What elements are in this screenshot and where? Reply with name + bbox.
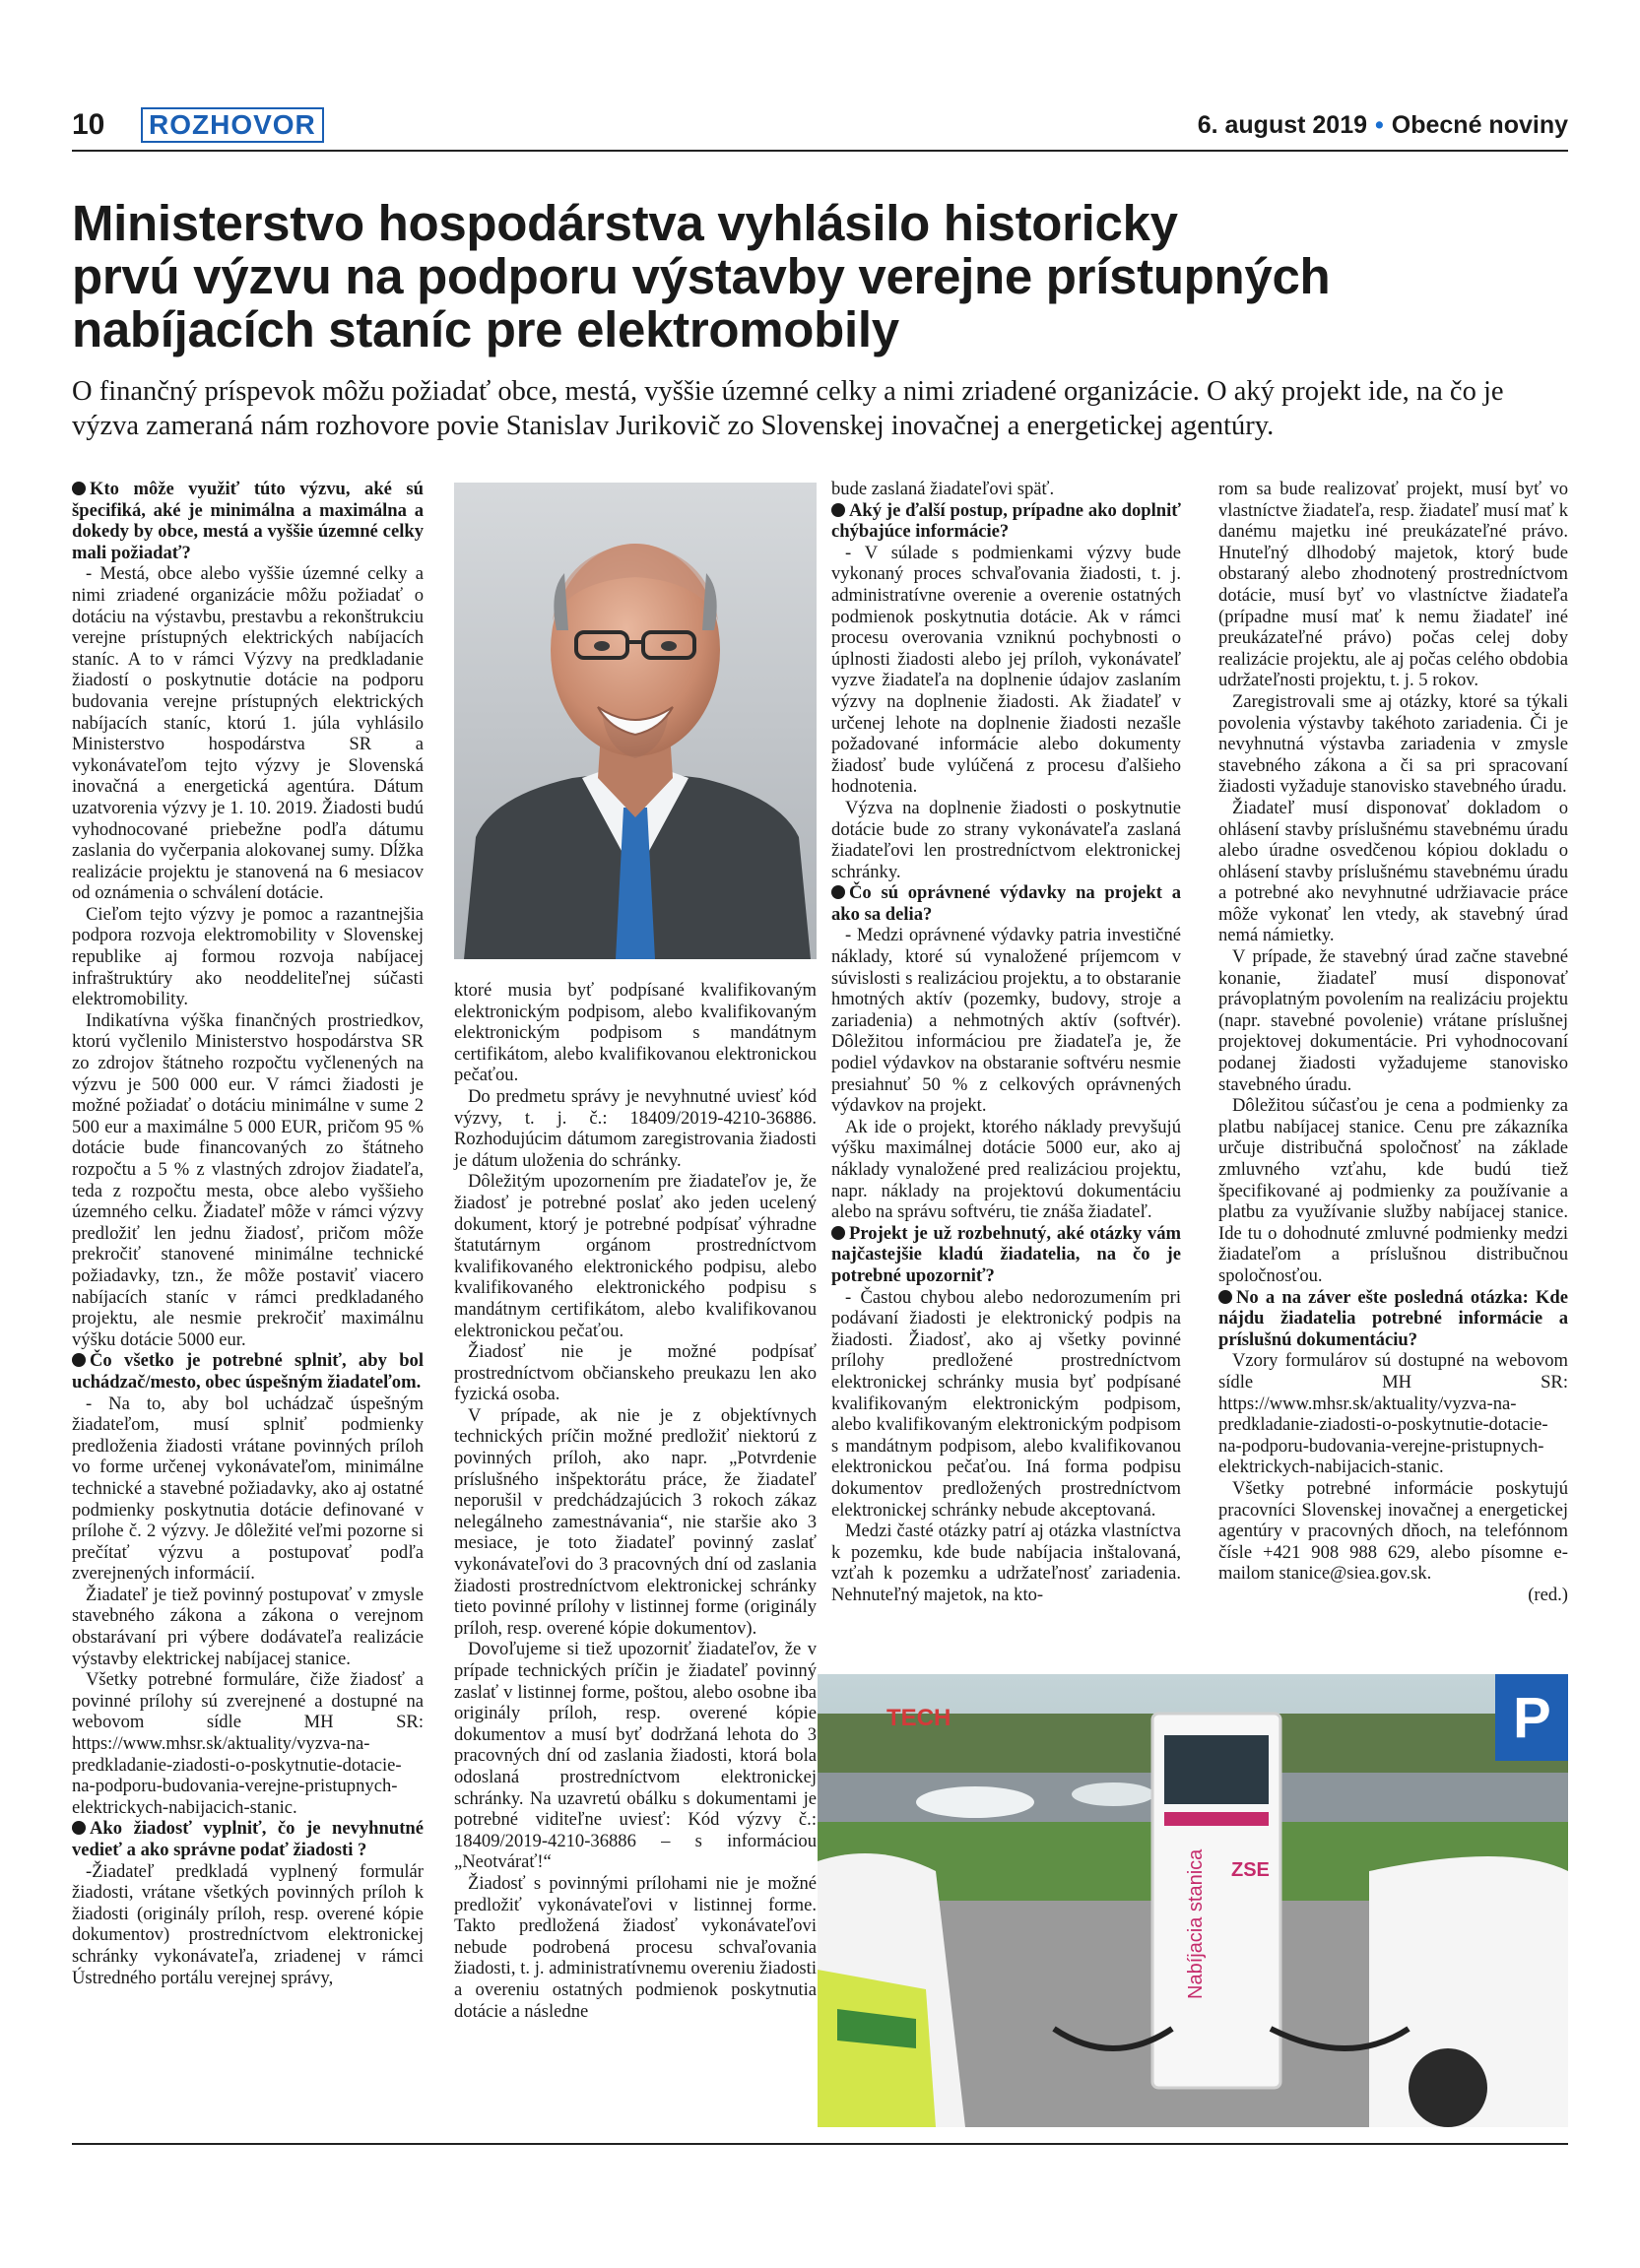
section-tag: ROZHOVOR <box>141 107 324 143</box>
article-paragraph: - V súlade s podmienkami výzvy bude vykonaný proces schvaľovania žiadosti, t. j. administratívne overenie a overenie ostatných podmienok poskytnutia dotácie. Ak v rámci procesu overovania vzniknú pochybnosti o úplnosti žiadosti alebo jej príloh, vykonávateľ vyzve žiadateľa na doplnenie údajov zaslaním výzvy na doplnenie žiadosti. Ak žiadateľ v určenej lehote na doplnenie žiadosti nezašle požadované informácie alebo dokumenty žiadosť bude vylúčená z procesu ďalšieho hodnotenia. <box>831 542 1181 798</box>
column-1 <box>72 479 424 1988</box>
header-meta <box>1198 102 1568 148</box>
charger-label: Nabíjacia stanica <box>1185 1848 1207 1999</box>
article-paragraph: Výzva na doplnenie žiadosti o poskytnutie dotácie bude zo strany vykonávateľa zaslaná žiadateľovi len prostredníctvom elektronickej schránky. <box>831 797 1181 882</box>
portrait-illustration <box>454 483 817 959</box>
article-lead: O finančný príspevok môžu požiadať obce, mestá, vyššie územné celky a nimi zriadené organizácie. O aký projekt ide, na čo je výzva zameraná nám rozhovore povie Stanislav Jurikovič zo Slovenskej inovačnej a energetickej agentúry. <box>72 376 1504 441</box>
article-paragraph: bude zaslaná žiadateľovi späť. <box>831 479 1055 499</box>
article-paragraph: Žiadateľ musí disponovať dokladom o ohlásení stavby príslušnému stavebnému úradu alebo úradne osvedčenou kópiou dokladu o ohlásení stavby príslušnému stavebnému úradu a potrebné ako nevyhnutné udržiavacie práce môže vykonať len vtedy, ak stavebný úrad nemá námietky. <box>1218 797 1568 946</box>
article-paragraph: Všetky potrebné informácie poskytujú pracovníci Slovenskej inovačnej a energetickej agentúry v pracovných dňoch, na telefónnom čísle +421 908 988 629, alebo písomne e-mailom stanice@siea.gov.sk. <box>1218 1477 1568 1585</box>
bullet-icon <box>831 1226 845 1240</box>
article-paragraph: Dôležitým upozornením pre žiadateľov je, že žiadosť je potrebné poslať ako jeden ucelený dokument, ktorý je potrebné podpísať výhradne štatutárnym orgánom prostredníctvom kvalifikovaného elektronického podpisu, alebo kvalifikovaného elektronického podpisu s mandátnym certifikátom, alebo kvalifikovanou elektronickou pečaťou. <box>454 1171 817 1341</box>
headline-line: nabíjacích staníc pre elektromobily <box>72 301 899 357</box>
bullet-icon <box>72 1353 86 1367</box>
column-2 <box>454 980 817 2022</box>
article-paragraph: Dôležitou súčasťou je cena a podmienky za platbu nabíjacej stanice. Cenu pre zákazníka určuje distribučná spoločnosť na základe zmluvného vzťahu, kde budú tiež špecifikované aj podmienky za používanie a platbu za využívanie služby nabíjacej stanice. Ide tu o dohodnuté zmluvné podmienky medzi žiadateľom a príslušnou distribučnou spoločnosťou. <box>1218 1095 1568 1286</box>
article-paragraph: V prípade, že stavebný úrad začne stavebné konanie, žiadateľ musí disponovať právoplatným povolením na realizáciu projektu (napr. stavebné povolenie) vrátane príslušnej projektovej dokumentácie. Pri vyhodnocovaní podanej žiadosti vyžadujeme stanovisko stavebného úradu. <box>1218 946 1568 1095</box>
issue-date: 6. august 2019 <box>1197 111 1368 139</box>
separator-dot: • <box>1375 111 1384 139</box>
article-paragraph: - Na to, aby bol uchádzač úspešným žiadateľom, musí splniť podmienky predloženia žiadosti vrátane povinných príloh vo forme určenej vykonávateľom, minimálne technické a stavebné požiadavky, ako aj ostatné podmienky poskytnutia dotácie definované v prílohe č. 2 výzvy. Je dôležité veľmi pozorne si prečítať výzvu a postupovať podľa zverejnených informácií. <box>72 1393 424 1585</box>
charging-station-illustration <box>818 1674 1568 2127</box>
bullet-icon <box>831 503 845 517</box>
article-paragraph: Indikatívna výška finančných prostriedkov, ktorú vyčlenilo Ministerstvo hospodárstva SR zo zdrojov štátneho rozpočtu vyčlenených na výzvu je 500 000 eur. V rámci žiadosti je možné požiadať o dotáciu minimálne v sume 2 500 eur a maximálne 5 000 EUR, pričom 95 % dotácie bude financovaných zo štátneho rozpočtu a 5 % z vlastných zdrojov žiadateľa, teda z rozpočtu mesta, obce alebo vyššieho územného celku. Žiadateľ môže v rámci výzvy predložiť len jednu žiadosť, pričom môže prekročiť stanovené minimálne technické požiadavky, tzn., že môže postaviť viacero nabíjacích staníc v rámci predkladaného projektu, ale nesmie prekročiť maximálnu výšku dotácie 5000 eur. <box>72 1009 424 1350</box>
bullet-icon <box>1218 1290 1232 1304</box>
interview-question <box>831 500 1181 543</box>
question-text: Čo sú oprávnené výdavky na projekt a ako sa delia? <box>831 882 1181 925</box>
footer-rule <box>72 2143 1568 2145</box>
interview-question <box>1218 1287 1568 1351</box>
question-text: Kto môže využiť túto výzvu, aké sú špecifiká, aké je minimálna a maximálna a dokedy by obce, mestá a vyššie územné celky mali požiadať? <box>72 479 424 563</box>
question-text: No a na záver ešte posledná otázka: Kde nájdu žiadatelia potrebné informácie a príslušnú dokumentáciu? <box>1218 1286 1568 1350</box>
tech-sign: TECH <box>886 1705 951 1731</box>
publication-name: Obecné noviny <box>1391 111 1568 139</box>
article-paragraph: Dovoľujeme si tiež upozorniť žiadateľov, že v prípade technických príčin je žiadateľ povinný zaslať v listinnej forme, poštou, alebo osobne iba originály príloh, resp. overené kópie dokumentov a musí byť dodržaná lehota do 3 pracovných dní od zaslania žiadosti, ktorá bola odoslaná prostredníctvom elektronickej schránky. Na uzavretú obálku s dokumentami je potrebné viditeľne uviesť: Kód výzvy č.: 18409/2019-4210-36886 – s informáciou „Neotvárať!“ <box>454 1639 817 1873</box>
article-paragraph: Cieľom tejto výzvy je pomoc a razantnejšia podpora rozvoja elektromobility v Slovenskej republike aj formou rozvoja nabíjacej infraštruktúry ako neoddeliteľnej súčasti elektromobility. <box>72 903 424 1010</box>
question-text: Ako žiadosť vyplniť, čo je nevyhnutné vedieť a ako správne podať žiadosti ? <box>72 1818 424 1860</box>
article-paragraph: Ak ide o projekt, ktorého náklady prevyšujú výšku maximálnej dotácie 5000 eur, ako aj náklady vynaložené pred realizáciou projektu, napr. náklady na projektovú dokumentáciu alebo na správu softvéru, tie znáša žiadateľ. <box>831 1116 1181 1223</box>
interview-question <box>831 882 1181 925</box>
article-paragraph: Žiadateľ je tiež povinný postupovať v zmysle stavebného zákona a zákona o verejnom obstarávaní pri výbere dodávateľa realizácie výstavby elektrickej nabíjacej stanice. <box>72 1584 424 1669</box>
article-paragraph: rom sa bude realizovať projekt, musí byť vo vlastníctve žiadateľa, resp. žiadateľ musí mať k danému majetku iné preukázateľné právo. Hnuteľný dlhodobý majetok, ktorý bude obstaraný alebo zhodnotený prostredníctvom dotácie, musí byť vo vlastníctve žiadateľa (prípadne musí mať k nemu žiadateľ iné preukázateľné právo) počas celej doby realizácie projektu, ale aj počas celého obdobia udržateľnosti projektu, t. j. 5 rokov. <box>1218 479 1568 691</box>
question-text: Čo všetko je potrebné splniť, aby bol uchádzač/mesto, obec úspešným žiadateľom. <box>72 1350 424 1393</box>
author-credit: (red.) <box>1528 1584 1568 1605</box>
article-paragraph: Vzory formulárov sú dostupné na webovom sídle MH SR: https://www.mhsr.sk/aktuality/vyzva-na-predkladanie-ziadosti-o-poskytnutie-dotacie-na-podporu-budovania-verejne-pristupnych-elektrickych-nabijacich-stanic. <box>1218 1350 1568 1478</box>
headline <box>72 197 1568 356</box>
header-rule <box>72 150 1568 152</box>
article-paragraph: Zaregistrovali sme aj otázky, ktoré sa týkali povolenia výstavby takéhoto zariadenia. Či je nevyhnutná výstavba zariadenia v zmysle stavebného zákona a či sa pri spracovaní žiadosti vyžaduje stanovisko stavebného úradu. <box>1218 690 1568 798</box>
question-text: Projekt je už rozbehnutý, aké otázky vám najčastejšie kladú žiadatelia, na čo je potrebné upozorniť? <box>831 1222 1181 1286</box>
article-paragraph: -Žiadateľ predkladá vyplnený formulár žiadosti, vrátane všetkých povinných príloh k žiadosti (originály príloh, resp. overené kópie dokumentov) prostredníctvom elektronickej schránky vykonávateľa, zriadenej v rámci Ústredného portálu verejnej správy, <box>72 1860 424 1988</box>
article-paragraph: Žiadosť nie je možné podpísať prostredníctvom občianskeho preukazu len ako fyzická osoba. <box>454 1341 817 1405</box>
headline-line: Ministerstvo hospodárstva vyhlásilo historicky <box>72 195 1178 251</box>
article-paragraph: Do predmetu správy je nevyhnutné uviesť kód výzvy, t. j. č.: 18409/2019-4210-36886. Rozhodujúcim dátumom zaregistrovania žiadosti je dátum uloženia do schránky. <box>454 1085 817 1171</box>
article-paragraph: ktoré musia byť podpísané kvalifikovaným elektronickým podpisom, alebo kvalifikovaným elektronickým podpisom s mandátnym certifikátom, alebo kvalifikovanou elektronickou pečaťou. <box>454 980 817 1086</box>
page-header <box>72 102 1568 148</box>
interview-question <box>72 1818 424 1860</box>
article-paragraph: - Častou chybou alebo nedorozumením pri podávaní žiadosti je elektronický podpis na žiadosti. Žiadosť, ako aj všetky povinné prílohy predložené prostredníctvom elektronickej schránky musia byť podpísané kvalifikovaným elektronickým podpisom, alebo kvalifikovaným elektronickým podpisom s mandátnym podpisom, alebo kvalifikovanou elektronickou pečaťou. Iná forma podpisu dokumentov predložených prostredníctvom elektronickej schránky nebude akceptovaná. <box>831 1286 1181 1521</box>
article-paragraph: - Medzi oprávnené výdavky patria investičné náklady, ktoré sú vynaložené príjemcom v súvislosti s realizáciou projektu, a to obstaranie hmotných aktív (pozemky, budovy, stroje a zariadenia) a nehmotných aktív (softvér). Dôležitou informáciou pre žiadateľa je, že podiel výdavkov na obstaranie softvéru nesmie presiahnuť 50 % z celkových oprávnených výdavkov na projekt. <box>831 925 1181 1117</box>
question-text: Aký je ďalší postup, prípadne ako doplniť chýbajúce informácie? <box>831 499 1181 543</box>
portrait-photo <box>454 483 817 959</box>
interview-question <box>831 1223 1181 1287</box>
charging-station-photo <box>818 1674 1568 2127</box>
bullet-icon <box>831 885 845 899</box>
article-paragraph: - Mestá, obce alebo vyššie územné celky a nimi zriadené organizácie môžu požiadať o dotáciu na výstavbu, prestavbu a rekonštrukciu verejne prístupných elektrických nabíjacích staníc. A to v rámci Výzvy na predkladanie žiadostí o poskytnutie dotácie na podporu budovania verejne prístupných elektrických nabíjacích staníc, ktorú 1. júla vyhlásilo Ministerstvo hospodárstva SR a vykonávateľom tejto výzvy je Slovenská inovačná a energetická agentúra. Dátum uzatvorenia výzvy je 1. 10. 2019. Žiadosti budú vyhodnocované priebežne podľa dátumu zaslania do vyčerpania alokovanej sumy. Dĺžka realizácie projektu je stanovená na 6 mesiacov od oznámenia o schválení dotácie. <box>72 563 424 904</box>
headline-line: prvú výzvu na podporu výstavby verejne prístupných <box>72 248 1331 304</box>
article-paragraph: Medzi časté otázky patrí aj otázka vlastníctva k pozemku, kde bude nabíjacia inštalovaná, vzťah k pozemku a udržateľnosť zariadenia. Nehnuteľný majetok, na kto- <box>831 1521 1181 1605</box>
article-paragraph: Žiadosť s povinnými prílohami nie je možné predložiť vykonávateľovi v listinnej forme. Takto predložená žiadosť vykonávateľovi nebude podrobená procesu schvaľovania žiadosti, t. j. administratívnemu overeniu žiadosti a overeniu ostatných podmienok poskytnutia dotácie a následne <box>454 1872 817 2022</box>
column-4 <box>1218 479 1568 1605</box>
bullet-icon <box>72 1821 86 1835</box>
page-number: 10 <box>72 108 105 141</box>
article-paragraph: Všetky potrebné formuláre, čiže žiadosť a povinné prílohy sú zverejnené a dostupné na webovom sídle MH SR: https://www.mhsr.sk/aktuality/vyzva-na-predkladanie-ziadosti-o-poskytnutie-dotacie-na-podporu-budovania-verejne-pristupnych-elektrickych-nabijacich-stanic. <box>72 1669 424 1818</box>
charger-brand: ZSE <box>1231 1859 1270 1881</box>
column-3 <box>831 479 1181 1605</box>
parking-sign: P <box>1513 1686 1551 1750</box>
interview-question <box>72 479 424 563</box>
interview-question <box>72 1350 424 1393</box>
bullet-icon <box>72 482 86 495</box>
article-paragraph: V prípade, ak nie je z objektívnych technických príčin možné predložiť niektorú z povinných príloh, ako napr. „Potvrdenie príslušného inšpektorátu práce, že žiadateľ neporušil v predchádzajúcich 3 rokoch zákaz nelegálneho zamestnávania“, nie staršie ako 3 mesiace, je toto žiadateľ povinný zaslať vykonávateľovi do 3 pracovných dní od zaslania žiadosti prostredníctvom elektronickej schránky tieto povinné prílohy v listinnej forme (originály príloh, resp. overené kópie dokumentov). <box>454 1404 817 1639</box>
